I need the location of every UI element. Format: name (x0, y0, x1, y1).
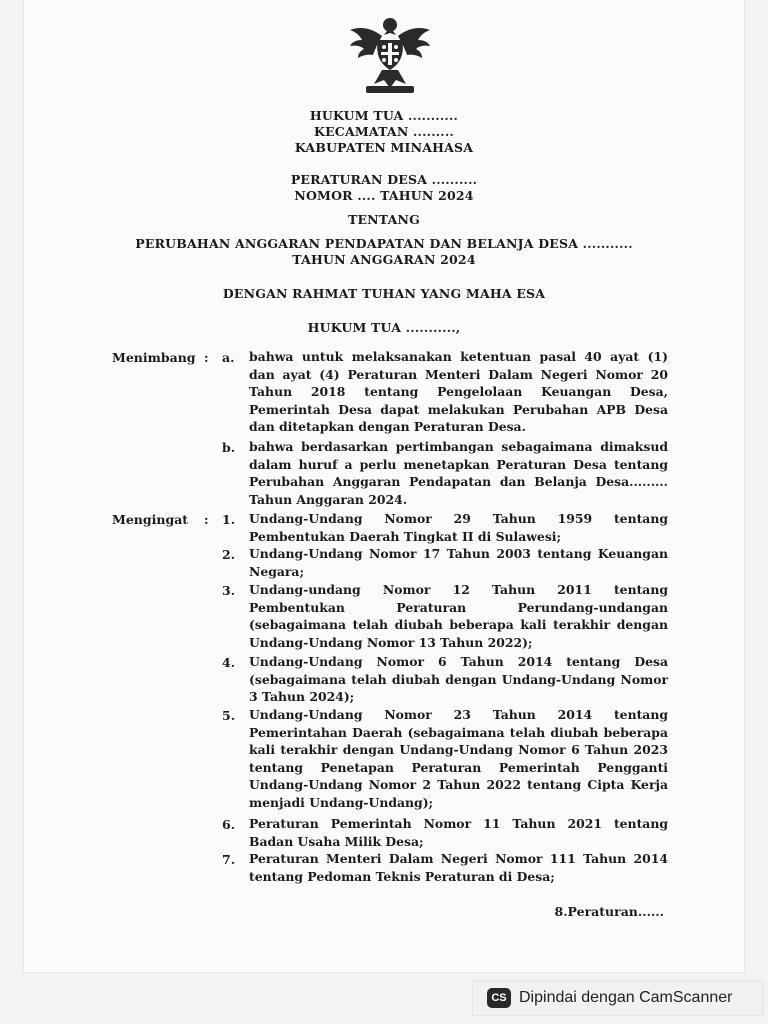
menimbang-item-marker: a. (222, 350, 235, 365)
menimbang-label: Menimbang (112, 350, 196, 365)
menimbang-item-marker: b. (222, 440, 236, 455)
page-continuation: 8.Peraturan...... (554, 904, 664, 919)
mengingat-item: Undang-Undang Nomor 29 Tahun 1959 tentang Pembentukan Daerah Tingkat II di Sulawesi; (249, 511, 668, 544)
regulation-number: NOMOR .... TAHUN 2024 (294, 188, 474, 203)
header-line-kecamatan: KECAMATAN ......... (314, 124, 454, 139)
signer-title: HUKUM TUA ..........., (307, 320, 461, 335)
menimbang-colon: : (204, 350, 209, 365)
mengingat-item-marker: 7. (222, 852, 236, 867)
regulation-about: TENTANG (347, 212, 421, 227)
mengingat-item: Peraturan Menteri Dalam Negeri Nomor 111 Tahun 2014 tentang Pedoman Teknis Peraturan di Desa; (249, 851, 668, 884)
regulation-subject-line1: PERUBAHAN ANGGARAN PENDAPATAN DAN BELANJA DESA ........... (135, 236, 633, 251)
garuda-emblem-icon (342, 12, 438, 100)
regulation-subject-line2: TAHUN ANGGARAN 2024 (292, 252, 476, 267)
mengingat-item-marker: 2. (222, 547, 236, 562)
camscanner-watermark (472, 980, 764, 1016)
mengingat-item: Undang-Undang Nomor 17 Tahun 2003 tentang Keuangan Negara; (249, 546, 668, 579)
mengingat-item-marker: 5. (222, 708, 236, 723)
mengingat-item-marker: 6. (222, 817, 236, 832)
header-line-kabupaten: KABUPATEN MINAHASA (294, 140, 474, 155)
mengingat-item: Peraturan Pemerintah Nomor 11 Tahun 2021 tentang Badan Usaha Milik Desa; (249, 816, 668, 849)
camscanner-logo-icon: CS (487, 988, 511, 1008)
header-line-hukum-tua: HUKUM TUA ........... (309, 108, 459, 123)
mengingat-label: Mengingat (112, 512, 189, 527)
menimbang-item: bahwa berdasarkan pertimbangan sebagaimana dimaksud dalam huruf a perlu menetapkan Peraturan Desa tentang Perubahan Anggaran Pendapatan dan Belanja Desa......... Tahun Anggaran 2024. (249, 439, 668, 507)
invocation: DENGAN RAHMAT TUHAN YANG MAHA ESA (222, 286, 546, 301)
mengingat-item: Undang-Undang Nomor 6 Tahun 2014 tentang Desa (sebagaimana telah diubah dengan Undang-Undang Nomor 3 Tahun 2024); (249, 654, 668, 705)
mengingat-item: Undang-Undang Nomor 23 Tahun 2014 tentang Pemerintahan Daerah (sebagaimana telah diubah beberapa kali terakhir dengan Undang-Undang Nomor 6 Tahun 2023 tentang Penetapan Peraturan Pemerintah Pengganti Undang-Undang Nomor 2 Tahun 2022 tentang Cipta Kerja menjadi Undang-Undang); (249, 707, 668, 810)
menimbang-item: bahwa untuk melaksanakan ketentuan pasal 40 ayat (1) dan ayat (4) Peraturan Menteri Dalam Negeri Nomor 20 Tahun 2018 tentang Pengelolaan Keuangan Desa, Pemerintah Desa dapat melakukan Perubahan APB Desa dan ditetapkan dengan Peraturan Desa. (249, 349, 668, 435)
mengingat-item-marker: 1. (222, 512, 236, 527)
regulation-title: PERATURAN DESA .......... (290, 172, 478, 187)
mengingat-colon: : (204, 512, 209, 527)
mengingat-item-marker: 4. (222, 655, 236, 670)
camscanner-text: Dipindai dengan CamScanner (519, 989, 733, 1006)
mengingat-item: Undang-undang Nomor 12 Tahun 2011 tentang Pembentukan Peraturan Perundang-undangan (sebagaimana telah diubah beberapa kali terakhir dengan Undang-Undang Nomor 13 Tahun 2022); (249, 582, 668, 650)
mengingat-item-marker: 3. (222, 583, 236, 598)
